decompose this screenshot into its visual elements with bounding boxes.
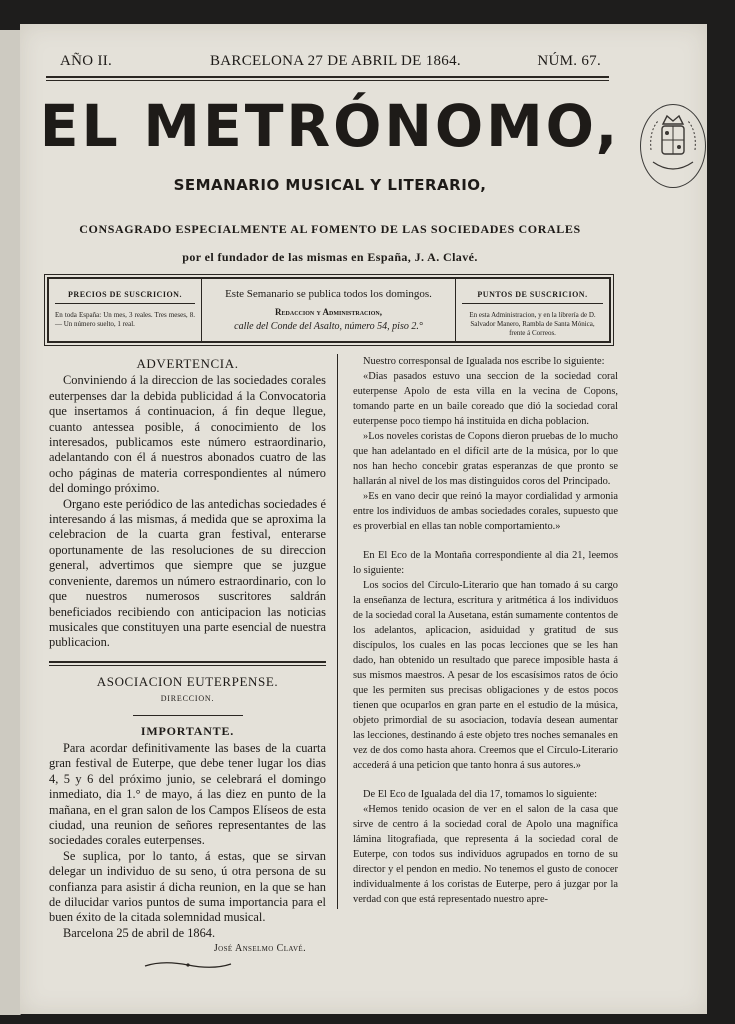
paragraph-gap — [353, 773, 618, 787]
eco-igualada-intro: De El Eco de Igualada del dia 17, tomamos lo siguiente: — [363, 789, 598, 800]
advertencia-paragraph-2: Organo este periódico de las antedichas sociedades é interesando á las mismas, á medida que se aproxima la celebracion de la cuarta gran festival, enterarse oportunamente de las resoluciones de su direccion general, advertimos que siempre que se juzgue conveniente, daremos un número estraordinario, con lo que nuestros numerosos suscritores saldrán beneficiados recibiendo con anticipacion las noticias musicales que constituyen una parte esencial de nuestra publicacion. — [49, 496, 326, 650]
igualada-quote-b: »Los noveles coristas de Copons dieron pruebas de lo mucho que han adelantado en el difícil arte de la música, por lo que nos han hecho concebir gratas esperanzas de que pronto se hallarán al nivel de los mas distinguidos coros del Principado. — [353, 431, 618, 487]
advertencia-heading: ADVERTENCIA. — [136, 356, 239, 371]
left-column — [49, 354, 326, 974]
publication-info — [202, 279, 456, 341]
advertencia-paragraph-1: Conviniendo á la direccion de las sociedades corales euterpenses dar la debida publicidad á la Convocatoria que insertamos á continuacion, á fin deque llegue, cuanto antessea posible, á conocimiento de los interesados, publicamos este número estraordinario, adelantando con él á nuestros abonados cuatro de las ocho páginas de materia correspondientes al número del domingo próximo. — [49, 373, 326, 496]
masthead-line — [46, 49, 609, 79]
igualada-quote-a: «Dias pasados estuvo una seccion de la sociedad coral euterpense Apolo de esta villa en la vecina de Copons, tomando parte en un baile coreado que dió la sociedad coral euterpense poco tiempo há instituida en dicha poblacion. — [353, 371, 618, 427]
founder-line: por el fundador de las mismas en España, J. A. Clavé. — [182, 250, 478, 264]
newspaper-subtitle: SEMANARIO MUSICAL Y LITERARIO, — [173, 176, 487, 194]
subscription-points — [456, 279, 609, 341]
newspaper-title: EL METRÓNOMO, — [39, 92, 621, 160]
montana-quote: Los socios del Círculo-Literario que han tomado á su cargo la enseñanza de lectura, escritura y aritmética á los individuos de la sociedad coral la Ausetana, están sumamente contentos de los adelantos, aplicacion, asiduidad y gratitud de sus discípulos, los cuales en las pocas lecciones que se les han dado, han obtenido un resultado que parece imposible hasta á sus mismos maestros. A pesar de los escasísimos ratos de ócio que les permiten sus precisas obligaciones y de estos pocos tienen que ocuparlos en gran parte en el estudio de la música, objeto primordial de su asociacion, todavía desean aumentar las lecciones, destinando á este objeto tres noches semanales en vez de dos como hasta ahora. Creemos que el Círculo-Literario accederá á una peticion que tanto honra á sus autores.» — [353, 580, 618, 771]
issue-number: NÚM. 67. — [537, 53, 601, 69]
igualada-quote-c: »Es en vano decir que reinó la mayor cordialidad y armonia entre los individuos de ambas sociedades corales, supuesto que es proverbial en ellas tan noble comportamiento.» — [353, 491, 618, 532]
subscription-prices — [49, 279, 202, 341]
prices-text: En toda España: Un mes, 3 reales. Tres meses, 8. — Un número suelto, 1 real. — [55, 311, 195, 328]
issue-year: AÑO II. — [60, 53, 113, 69]
short-rule — [133, 715, 243, 716]
newspaper-page — [20, 24, 707, 1014]
igualada-intro: Nuestro corresponsal de Igualada nos escribe lo siguiente: — [363, 356, 605, 367]
points-text: En esta Administracion, y en la librería de D. Salvador Manero, Rambla de Santa Mónica, frente á Correos. — [469, 311, 596, 337]
prices-heading: PRECIOS DE SUSCRICION. — [55, 290, 195, 304]
masthead-rule-thin — [46, 80, 609, 81]
eco-igualada-quote: «Hemos tenido ocasion de ver en el salon de la casa que sirve de centro á la sociedad coral de Apolo una magnífica lámina litografiada, que representa á la sociedad coral de Euterpe, con todos sus individuos agrupados en torno de su director y el pendon en medio. No tenemos el gusto de conocer individualmente á los coristas de Euterpe, pero á juzgar por la verdad con que está representado nuestro apre- — [353, 804, 618, 905]
dateline: Barcelona 25 de abril de 1864. — [63, 925, 216, 940]
importante-paragraph-2: Se suplica, por lo tanto, á estas, que se sirvan delegar un individuo de su seno, ú otra persona de su confianza para asistir á dicha reunion, en la que se han de dilucidar varios puntos de suma importancia para el buen éxito de la citada solemnidad musical. — [49, 848, 326, 925]
asociacion-heading: ASOCIACION EUTERPENSE. — [96, 673, 279, 689]
masthead-rule — [46, 76, 609, 78]
importante-paragraph-1: Para acordar definitivamente las bases de la cuarta gran festival de Euterpe, que debe tener lugar los dias 4, 5 y 6 del próximo junio, se celebrará el domingo inmediato, dia 1.° de mayo, á las diez en punto de la mañana, en el gran salon de los Campos Elíseos de esta ciudad, una reunion de señores representantes de las sociedades corales euterpenses. — [49, 740, 326, 848]
publication-schedule: Este Semanario se publica todos los domingos. — [225, 288, 432, 300]
editorial-office-heading: Redaccion y Administracion, — [275, 307, 382, 317]
column-divider — [337, 354, 338, 909]
right-column — [353, 354, 618, 907]
paragraph-gap — [353, 534, 618, 548]
section-rule-thin — [49, 665, 326, 666]
direccion-subheading: DIRECCION. — [160, 694, 215, 704]
importante-heading: IMPORTANTE. — [140, 723, 235, 738]
royal-seal-icon — [640, 104, 706, 188]
section-rule — [49, 661, 326, 663]
signature: José Anselmo Clavé. — [213, 943, 306, 955]
issue-date: BARCELONA 27 DE ABRIL DE 1864. — [210, 53, 461, 69]
flourish-ornament — [49, 959, 326, 974]
editorial-office-address: calle del Conde del Asalto, número 54, piso 2.° — [234, 321, 423, 332]
subscription-box — [47, 277, 611, 343]
montana-intro: En El Eco de la Montaña correspondiente al dia 21, leemos lo siguiente: — [353, 550, 618, 576]
dedication-line: CONSAGRADO ESPECIALMENTE AL FOMENTO DE LAS SOCIEDADES CORALES — [79, 222, 581, 236]
points-heading: PUNTOS DE SUSCRICION. — [462, 290, 603, 304]
adjacent-page-edge — [0, 30, 21, 1015]
